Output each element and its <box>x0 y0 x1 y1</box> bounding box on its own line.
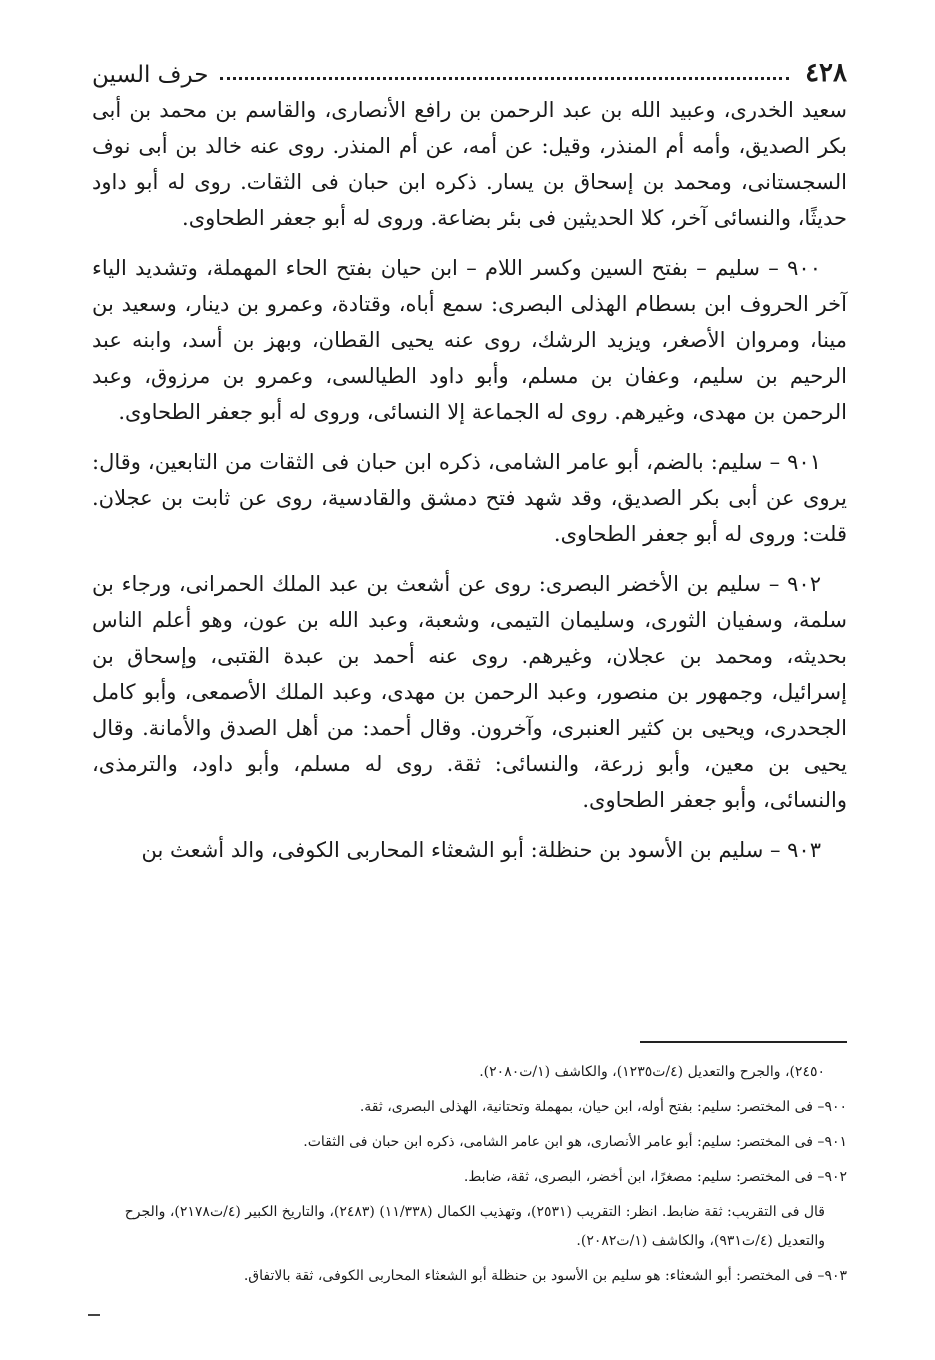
page-header <box>92 48 847 88</box>
footnotes <box>92 1058 847 1297</box>
corner-mark <box>88 1314 100 1316</box>
footnote-902: ٩٠٢– فى المختصر: سليم: مصغرًا، ابن أخضر، البصرى، ثقة، ضابط. <box>463 1169 847 1185</box>
footnote-continuation: ٢٤٥٠)، والجرح والتعديل (٤/ت١٢٣٥)، والكاشف (١/ت٢٠٨٠). <box>479 1064 825 1080</box>
footnote-903: ٩٠٣– فى المختصر: أبو الشعثاء: هو سليم بن الأسود بن حنظلة أبو الشعثاء المحاربى الكوفى، ثقة بالاتفاق. <box>243 1268 847 1284</box>
running-title: حرف السين <box>92 62 209 88</box>
header-dotted-leader <box>220 77 789 80</box>
footnote-901: ٩٠١– فى المختصر: سليم: أبو عامر الأنصارى، هو ابن عامر الشامى، ذكره ابن حبان فى الثقات. <box>303 1134 847 1150</box>
entry-900: ٩٠٠ – سليم – بفتح السين وكسر اللام – ابن حيان بفتح الحاء المهملة، وتشديد الياء آخر الحروف ابن بسطام الهذلى البصرى: سمع أباه، وقتادة، وعمرو بن دينار، وسعيد بن مينا، ومروان الأصغر، ويزيد الرشك، روى عنه يحيى القطان، وبهز بن أسد، وابنه عبد الرحيم بن سليم، وعفان بن مسلم، وأبو داود الطيالسى، وعمرو بن مرزوق، وعبد الرحمن بن مهدى، وغيرهم. روى له الجماعة إلا النسائى، وروى له أبو جعفر الطحاوى. <box>92 256 847 424</box>
paragraph-continuation: سعيد الخدرى، وعبيد الله بن عبد الرحمن بن رافع الأنصارى، والقاسم بن محمد بن أبى بكر الصديق، وأمه أم المنذر، وقيل: عن أمه، عن أم المنذر. روى عنه خالد بن أبى نوف السجستانى، ومحمد بن إسحاق بن يسار. ذكره ابن حبان فى الثقات. روى له أبو داود حديثًا، والنسائى آخر، كلا الحديثين فى بئر بضاعة. وروى له أبو جعفر الطحاوى. <box>92 98 847 230</box>
entry-903: ٩٠٣ – سليم بن الأسود بن حنظلة: أبو الشعثاء المحاربى الكوفى، والد أشعث بن <box>141 838 821 862</box>
entry-902: ٩٠٢ – سليم بن الأخضر البصرى: روى عن أشعث بن عبد الملك الحمرانى، ورجاء بن سلمة، وسفيان الثورى، وسليمان التيمى، وشعبة، وعبد الله بن عون، وهو أعلم الناس بحديثه، ومحمد بن عجلان، وغيرهم. روى عنه أحمد بن عبدة القتبى، وإسحاق بن إسرائيل، وجمهور بن منصور، وعبد الرحمن بن مهدى، وعبد الملك الأصمعى، وأبو كامل الجحدرى، ويحيى بن كثير العنبرى، وآخرون. وقال أحمد: من أهل الصدق والأمانة. وقال يحيى بن معين، وأبو زرعة، والنسائى: ثقة. روى له مسلم، وأبو داود، والترمذى، والنسائى، وأبو جعفر الطحاوى. <box>92 572 847 812</box>
footnote-902-detail: قال فى التقريب: ثقة ضابط. انظر: التقريب (٢٥٣١)، وتهذيب الكمال (١١/٣٣٨) (٢٤٨٣)، والتاريخ الكبير (٤/ت٢١٧٨)، والجرح والتعديل (٤/ت٩٣١)، والكاشف (١/ت٢٠٨٢). <box>124 1204 825 1249</box>
main-text <box>92 92 847 882</box>
page-number: ٤٢٨ <box>805 58 847 88</box>
footnote-divider <box>640 1041 847 1043</box>
footnote-900: ٩٠٠– فى المختصر: سليم: بفتح أوله، ابن حيان، بمهملة وتحتانية، الهذلى البصرى، ثقة. <box>359 1099 847 1115</box>
entry-901: ٩٠١ – سليم: بالضم، أبو عامر الشامى، ذكره ابن حبان فى الثقات من التابعين، وقال: يروى عن أبى بكر الصديق، وقد شهد فتح دمشق والقادسية، روى عن ثابت بن عجلان. قلت: وروى له أبو جعفر الطحاوى. <box>92 450 847 546</box>
